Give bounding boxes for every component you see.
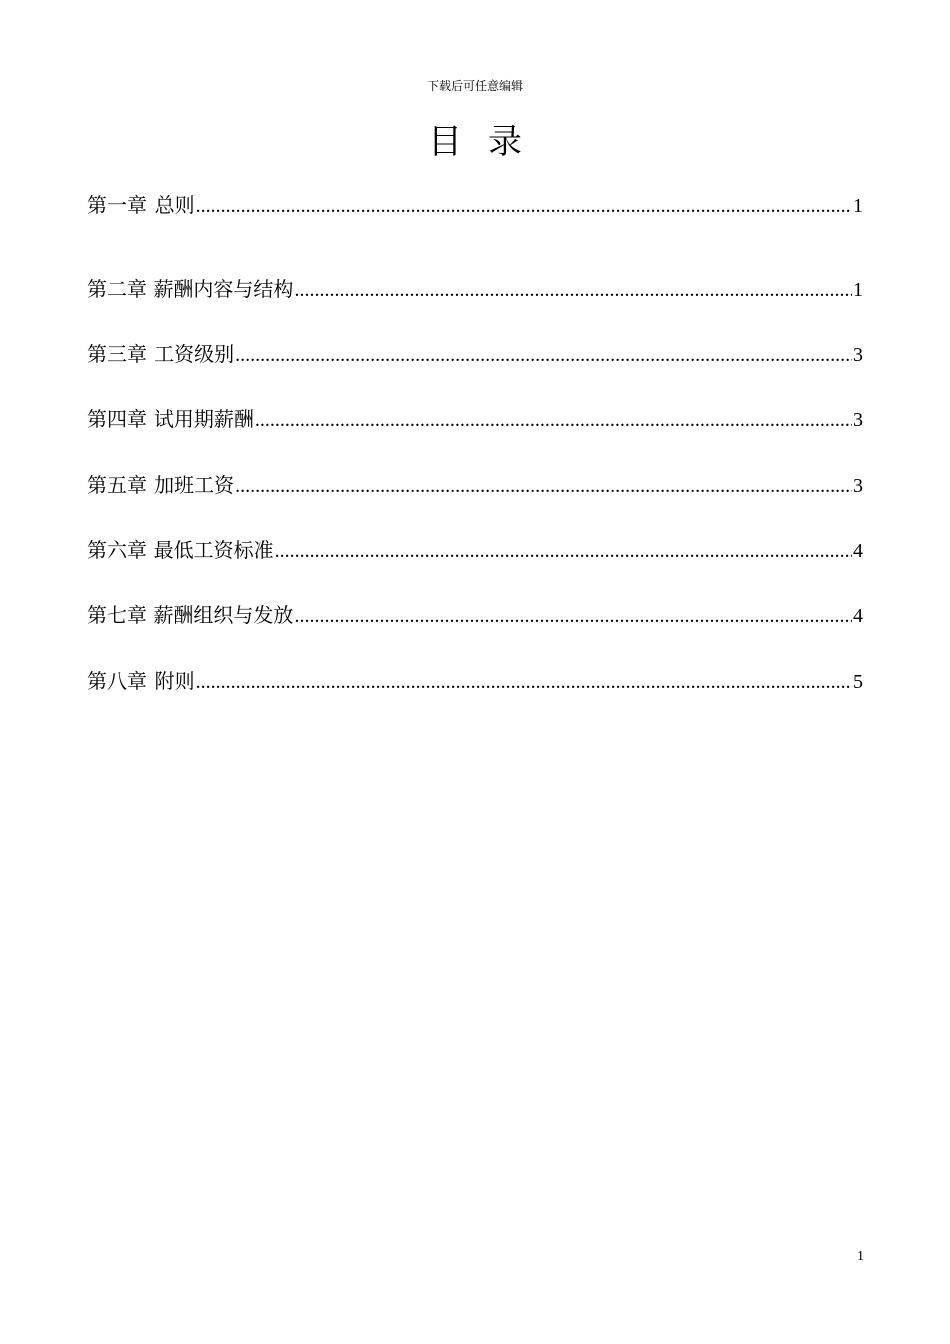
toc-dot-leader <box>196 667 852 697</box>
toc-dot-leader <box>235 471 852 501</box>
toc-dot-leader <box>255 405 852 435</box>
toc-chapter-label: 第六章 <box>87 538 147 562</box>
toc-chapter-label: 第一章 <box>87 193 147 217</box>
toc-entry-4[interactable] <box>87 404 863 434</box>
header-note: 下载后可任意编辑 <box>426 79 523 93</box>
toc-page-number: 1 <box>853 279 863 301</box>
toc-entry-3[interactable] <box>87 339 863 369</box>
toc-dot-leader <box>294 601 852 631</box>
toc-chapter-label: 第三章 <box>87 342 147 366</box>
toc-entry-title: 最低工资标准 <box>153 538 274 562</box>
toc-entry-title: 加班工资 <box>154 473 235 497</box>
toc-dot-leader <box>196 191 852 221</box>
toc-page-number: 3 <box>853 344 863 366</box>
toc-entry-8[interactable] <box>87 666 863 696</box>
toc-dot-leader <box>294 275 852 305</box>
toc-chapter-label: 第五章 <box>87 473 147 497</box>
toc-entry-title: 薪酬内容与结构 <box>153 277 294 301</box>
toc-entry-2[interactable] <box>87 274 863 304</box>
toc-entry-7[interactable] <box>87 600 863 630</box>
toc-chapter-label: 第七章 <box>87 603 147 627</box>
toc-entry-title: 工资级别 <box>154 342 235 366</box>
toc-page-number: 3 <box>853 475 863 497</box>
toc-entry-1[interactable] <box>87 190 863 220</box>
toc-chapter-label: 第二章 <box>87 277 147 301</box>
toc-entry-6[interactable] <box>87 535 863 565</box>
toc-page-number: 4 <box>853 540 863 562</box>
toc-page-number: 1 <box>853 195 863 217</box>
toc-chapter-label: 第八章 <box>87 669 147 693</box>
toc-dot-leader <box>275 536 852 566</box>
toc-page-number: 3 <box>853 409 863 431</box>
toc-title: 目录 <box>428 122 548 162</box>
page-number: 1 <box>857 1249 864 1264</box>
toc-page-number: 4 <box>853 605 863 627</box>
toc-chapter-label: 第四章 <box>87 407 147 431</box>
toc-entry-title: 试用期薪酬 <box>153 407 254 431</box>
toc-dot-leader <box>235 340 852 370</box>
toc-entry-title: 附则 <box>154 669 195 693</box>
toc-entry-5[interactable] <box>87 470 863 500</box>
toc-page-number: 5 <box>853 671 863 693</box>
toc-entry-title: 薪酬组织与发放 <box>153 603 294 627</box>
toc-entry-title: 总则 <box>154 193 195 217</box>
